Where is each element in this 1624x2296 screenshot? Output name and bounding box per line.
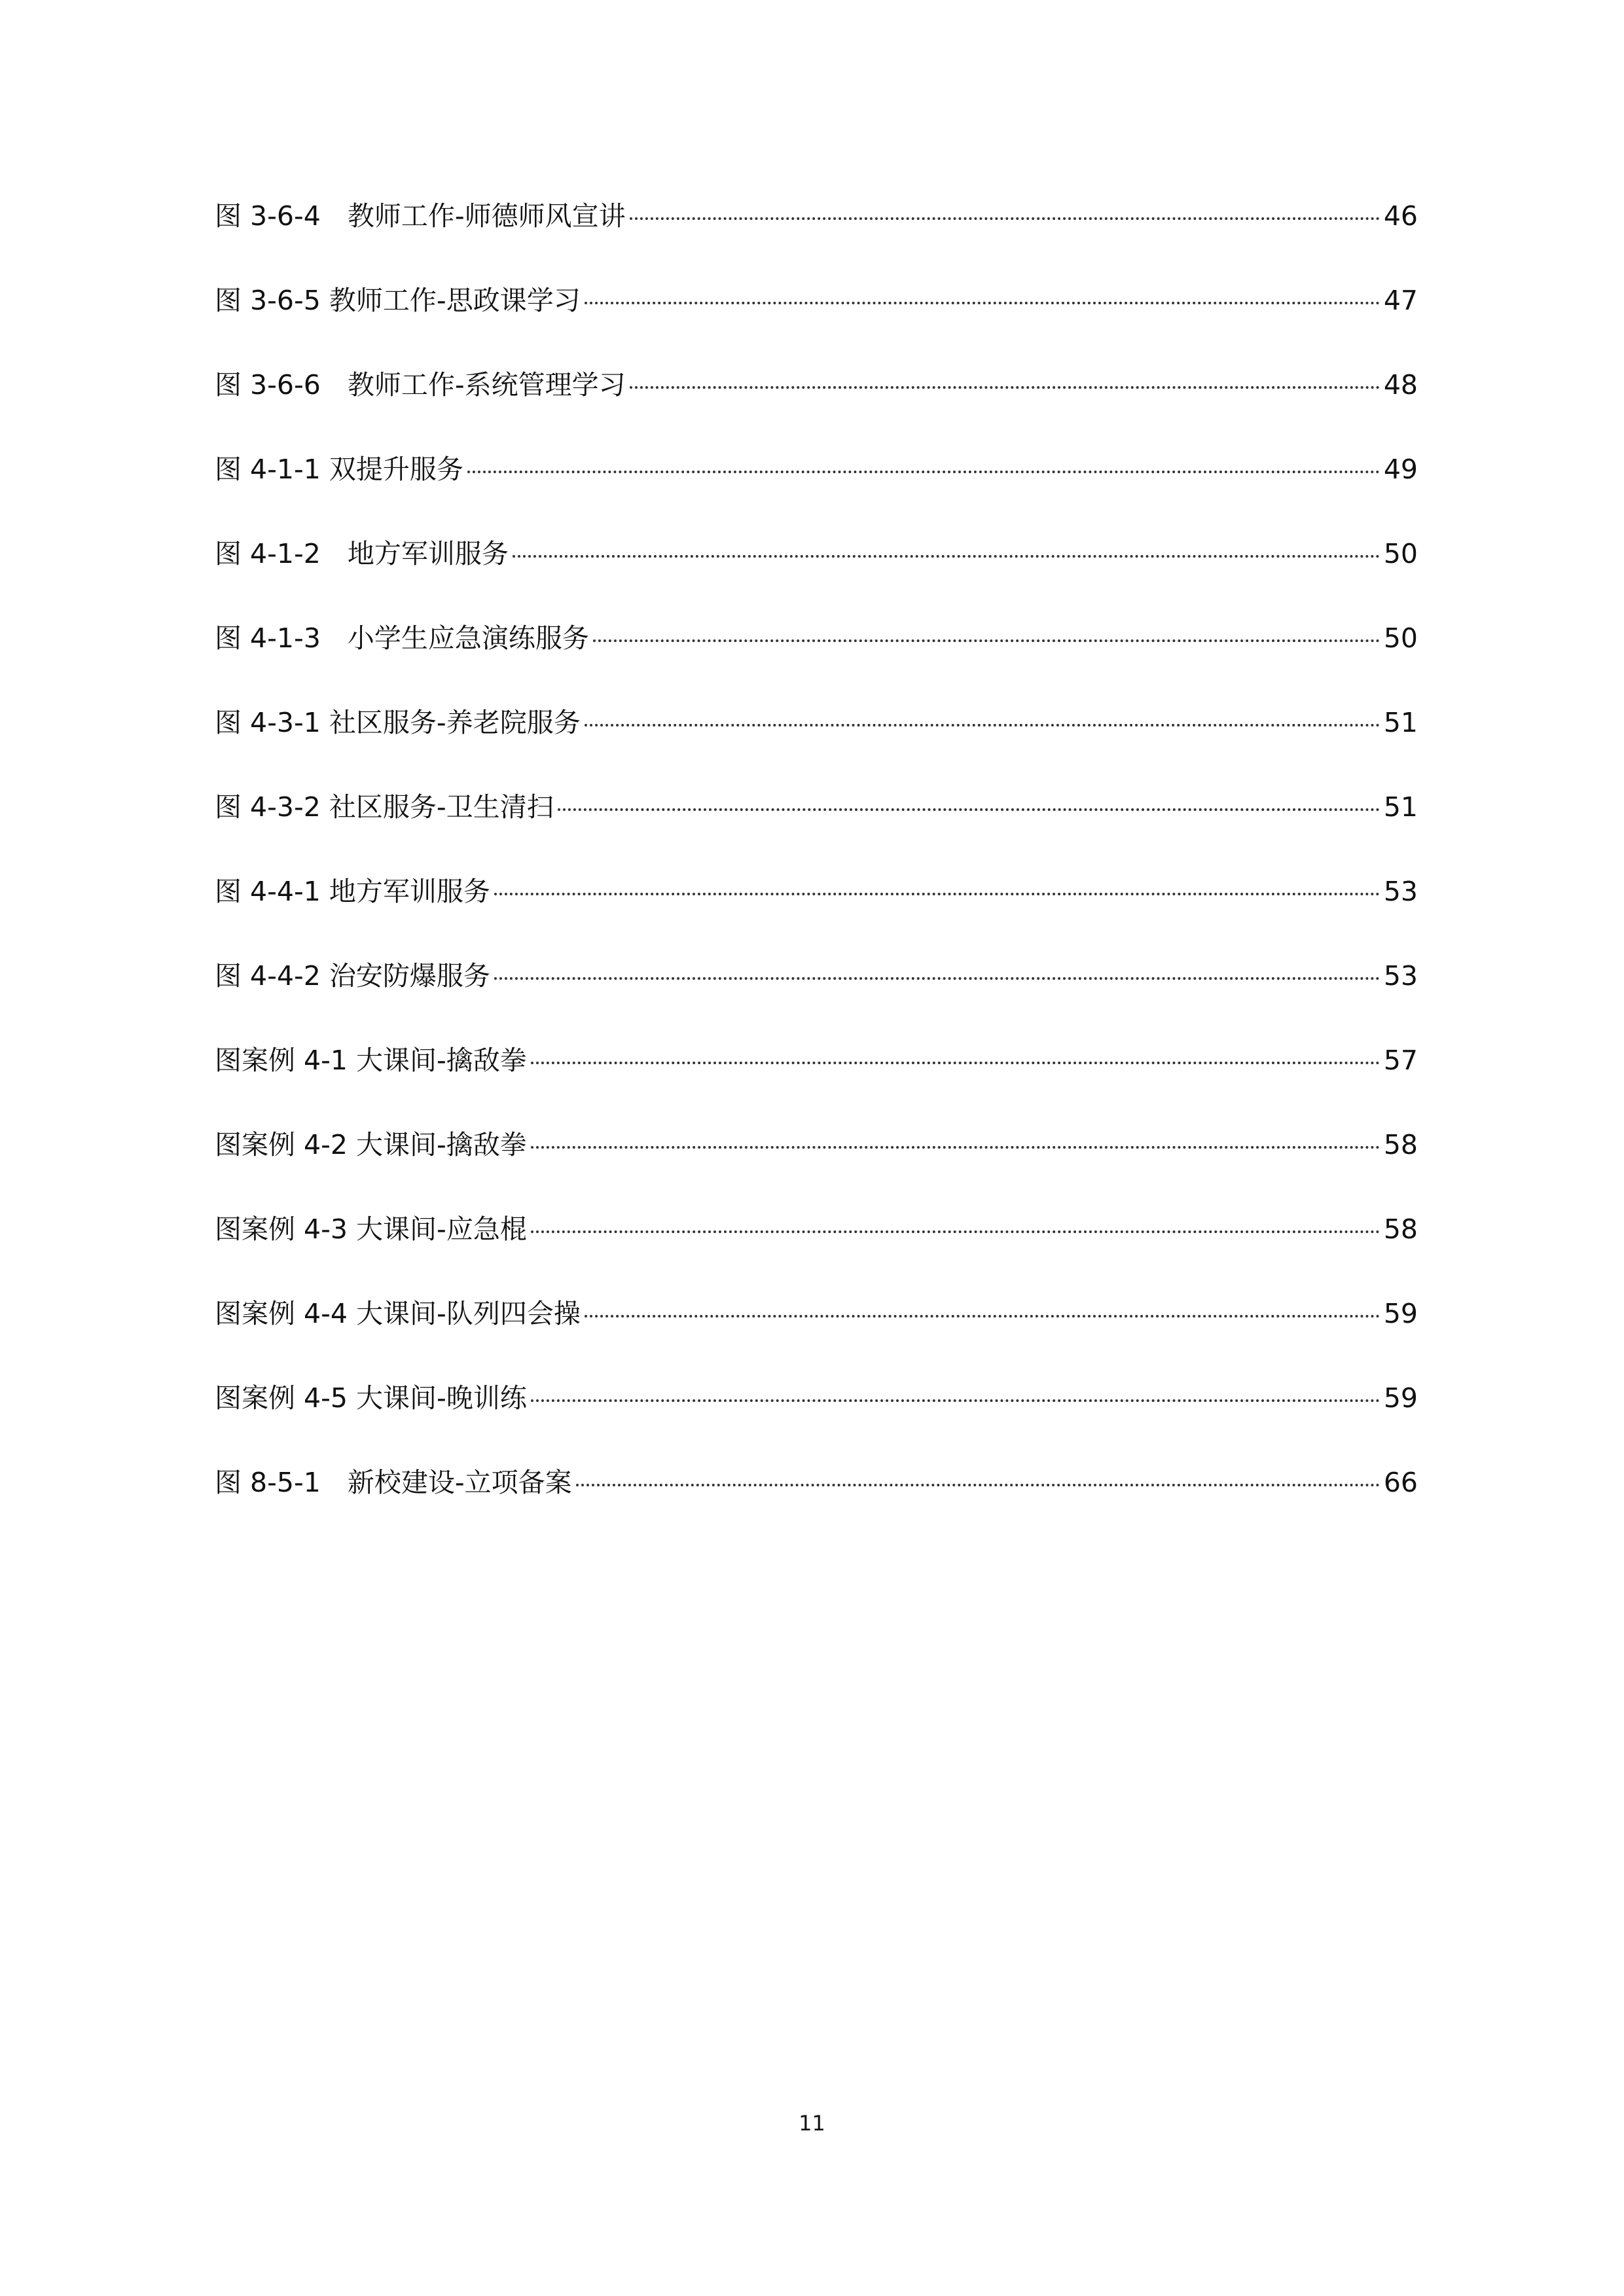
- figure-list: [215, 200, 1418, 1554]
- dot-leader: [531, 1146, 1380, 1149]
- dot-leader: [585, 302, 1380, 304]
- toc-entry-label: 图案例 4-1 大课间-擒敌拳: [215, 1045, 527, 1076]
- toc-entry-label: 图案例 4-2 大课间-擒敌拳: [215, 1129, 527, 1160]
- toc-entry[interactable]: [215, 287, 1418, 372]
- toc-entry[interactable]: [215, 709, 1418, 794]
- dot-leader: [531, 1062, 1380, 1064]
- toc-entry-label: 图 4-1-2 地方军训服务: [215, 538, 509, 569]
- toc-entry-page: 58: [1383, 1213, 1418, 1245]
- toc-entry-page: 50: [1383, 538, 1418, 569]
- dot-leader: [513, 555, 1380, 558]
- dot-leader: [630, 217, 1380, 220]
- toc-entry[interactable]: [215, 1047, 1418, 1132]
- toc-entry[interactable]: [215, 1469, 1418, 1554]
- toc-entry[interactable]: [215, 791, 1418, 878]
- toc-entry-page: 53: [1383, 960, 1418, 992]
- toc-entry-page: 53: [1383, 876, 1418, 907]
- toc-entry-label: 图 8-5-1 新校建设-立项备案: [215, 1467, 572, 1498]
- toc-entry-page: 47: [1383, 285, 1418, 316]
- dot-leader: [531, 1399, 1380, 1402]
- dot-leader: [494, 977, 1380, 980]
- toc-entry-page: 50: [1383, 622, 1418, 654]
- toc-entry-page: 59: [1383, 1298, 1418, 1329]
- toc-entry-label: 图 4-4-1 地方军训服务: [215, 876, 490, 907]
- toc-entry-label: 图 4-3-1 社区服务-养老院服务: [215, 707, 581, 738]
- toc-entry-label: 图 4-3-2 社区服务-卫生清扫: [215, 791, 554, 823]
- toc-entry-page: 59: [1383, 1382, 1418, 1414]
- toc-entry[interactable]: [215, 456, 1418, 541]
- toc-entry[interactable]: [215, 622, 1418, 709]
- toc-entry-label: 图 3-6-5 教师工作-思政课学习: [215, 285, 581, 316]
- dot-leader: [593, 639, 1380, 642]
- toc-entry-page: 51: [1383, 791, 1418, 823]
- dot-leader: [531, 1230, 1380, 1233]
- toc-entry[interactable]: [215, 1300, 1418, 1385]
- toc-entry[interactable]: [215, 878, 1418, 963]
- dot-leader: [585, 1315, 1380, 1318]
- toc-entry-page: 57: [1383, 1045, 1418, 1076]
- dot-leader: [576, 1484, 1380, 1486]
- toc-entry-label: 图 3-6-4 教师工作-师德师风宣讲: [215, 200, 626, 232]
- page-number: 11: [799, 2111, 825, 2136]
- toc-entry-label: 图案例 4-3 大课间-应急棍: [215, 1213, 527, 1245]
- toc-entry-page: 49: [1383, 454, 1418, 485]
- dot-leader: [585, 724, 1380, 726]
- toc-entry[interactable]: [215, 1213, 1418, 1300]
- dot-leader: [558, 808, 1380, 811]
- toc-entry[interactable]: [215, 538, 1418, 625]
- toc-entry-page: 46: [1383, 200, 1418, 232]
- toc-entry-page: 58: [1383, 1129, 1418, 1160]
- toc-entry-label: 图 3-6-6 教师工作-系统管理学习: [215, 369, 626, 401]
- toc-entry[interactable]: [215, 369, 1418, 456]
- toc-entry-page: 48: [1383, 369, 1418, 401]
- toc-entry[interactable]: [215, 200, 1418, 287]
- dot-leader: [630, 386, 1380, 389]
- toc-entry-label: 图案例 4-4 大课间-队列四会操: [215, 1298, 581, 1329]
- toc-entry-page: 51: [1383, 707, 1418, 738]
- toc-entry[interactable]: [215, 960, 1418, 1047]
- dot-leader: [467, 471, 1380, 473]
- toc-entry[interactable]: [215, 1129, 1418, 1216]
- toc-entry-page: 66: [1383, 1467, 1418, 1498]
- toc-entry[interactable]: [215, 1382, 1418, 1469]
- toc-entry-label: 图 4-4-2 治安防爆服务: [215, 960, 490, 992]
- toc-entry-label: 图案例 4-5 大课间-晚训练: [215, 1382, 527, 1414]
- toc-entry-label: 图 4-1-3 小学生应急演练服务: [215, 622, 589, 654]
- dot-leader: [494, 893, 1380, 895]
- toc-entry-label: 图 4-1-1 双提升服务: [215, 454, 463, 485]
